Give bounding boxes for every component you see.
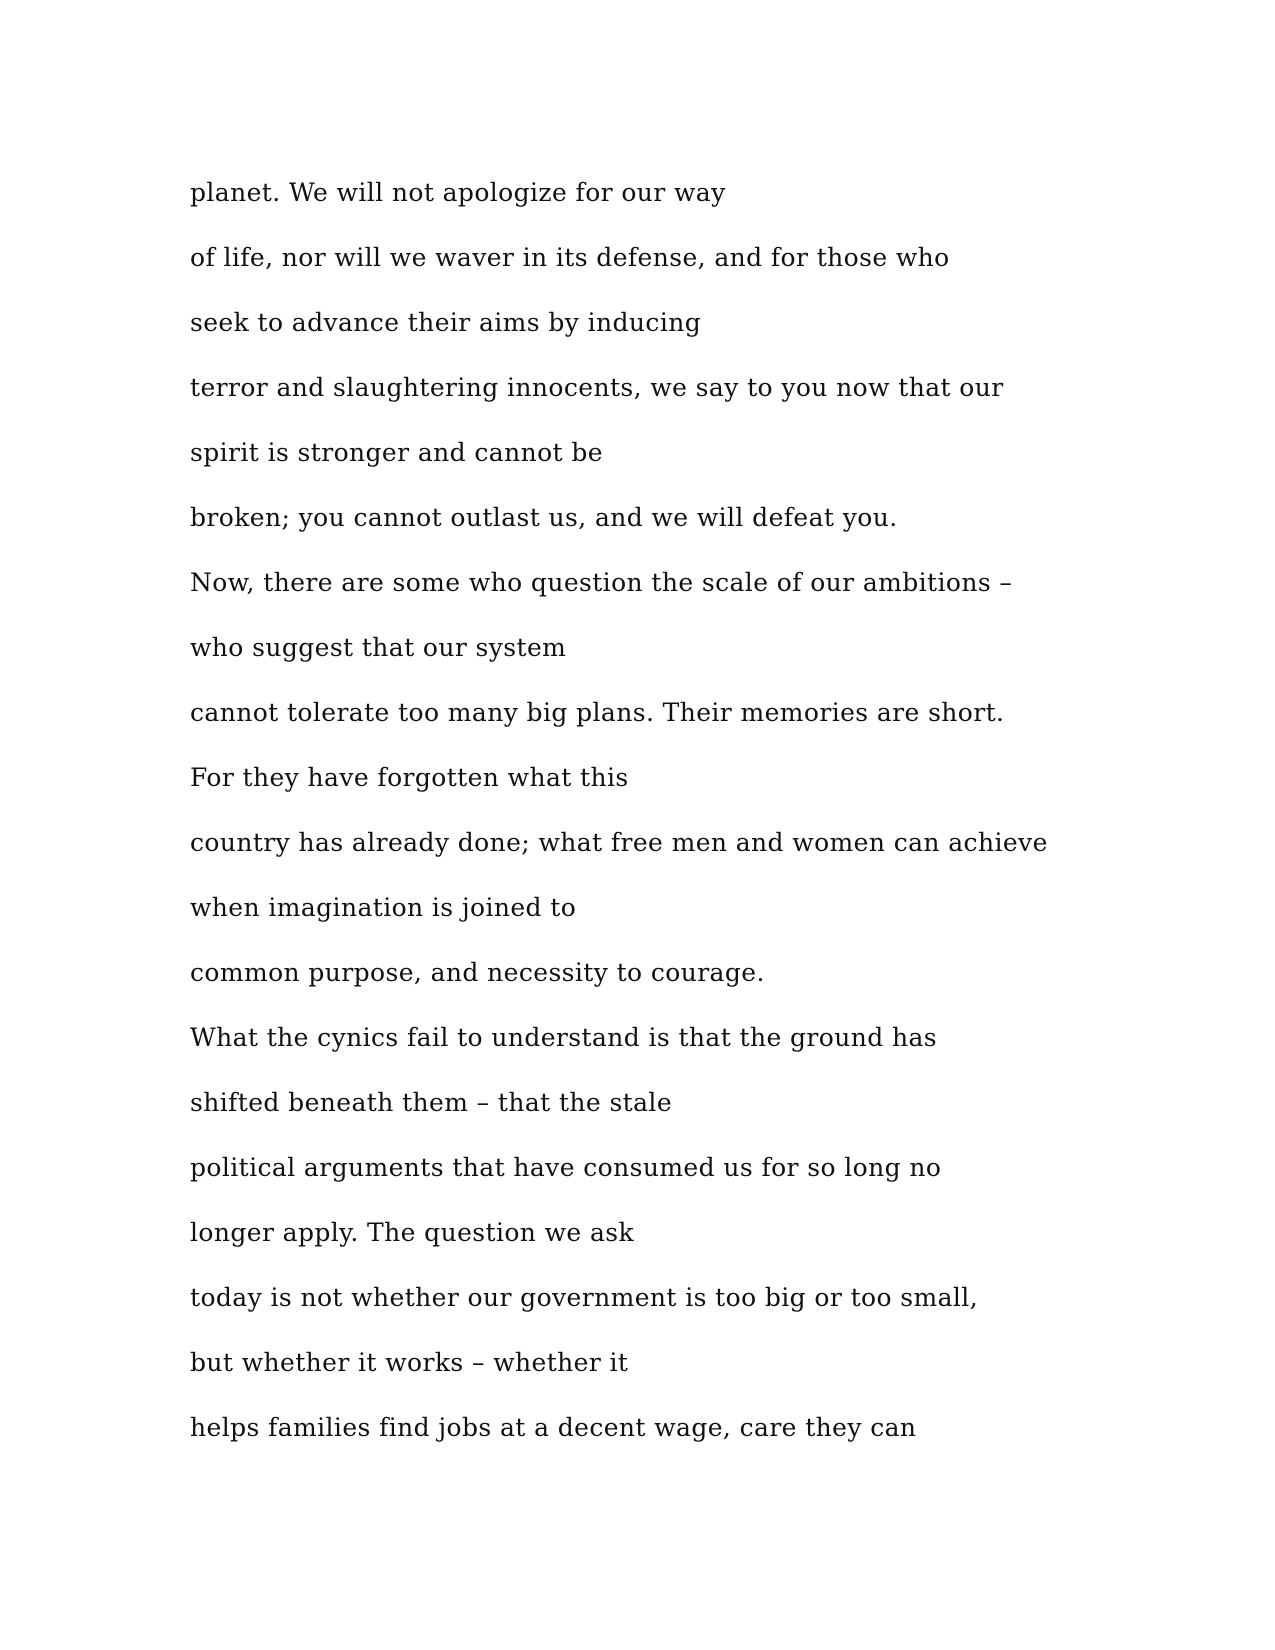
text-line: planet. We will not apologize for our way (190, 178, 726, 207)
text-line: What the cynics fail to understand is that the ground has (190, 1023, 938, 1052)
text-line: helps families find jobs at a decent wage, care they can (190, 1413, 917, 1442)
text-line: but whether it works – whether it (190, 1348, 629, 1377)
text-line: Now, there are some who question the scale of our ambitions – (190, 568, 1013, 597)
body-text (190, 160, 1130, 1460)
text-line: terror and slaughtering innocents, we say to you now that our (190, 373, 1004, 402)
text-line: common purpose, and necessity to courage. (190, 958, 765, 987)
text-line: when imagination is joined to (190, 893, 577, 922)
text-line: country has already done; what free men and women can achieve (190, 828, 1048, 857)
text-line: political arguments that have consumed us for so long no (190, 1153, 942, 1182)
text-line: broken; you cannot outlast us, and we will defeat you. (190, 503, 898, 532)
text-line: of life, nor will we waver in its defense, and for those who (190, 243, 950, 272)
text-line: spirit is stronger and cannot be (190, 438, 603, 467)
text-line: shifted beneath them – that the stale (190, 1088, 673, 1117)
text-line: For they have forgotten what this (190, 763, 629, 792)
text-line: today is not whether our government is too big or too small, (190, 1283, 979, 1312)
text-line: seek to advance their aims by inducing (190, 308, 702, 337)
text-line: who suggest that our system (190, 633, 567, 662)
text-line: longer apply. The question we ask (190, 1218, 635, 1247)
text-line: cannot tolerate too many big plans. Their memories are short. (190, 698, 1005, 727)
